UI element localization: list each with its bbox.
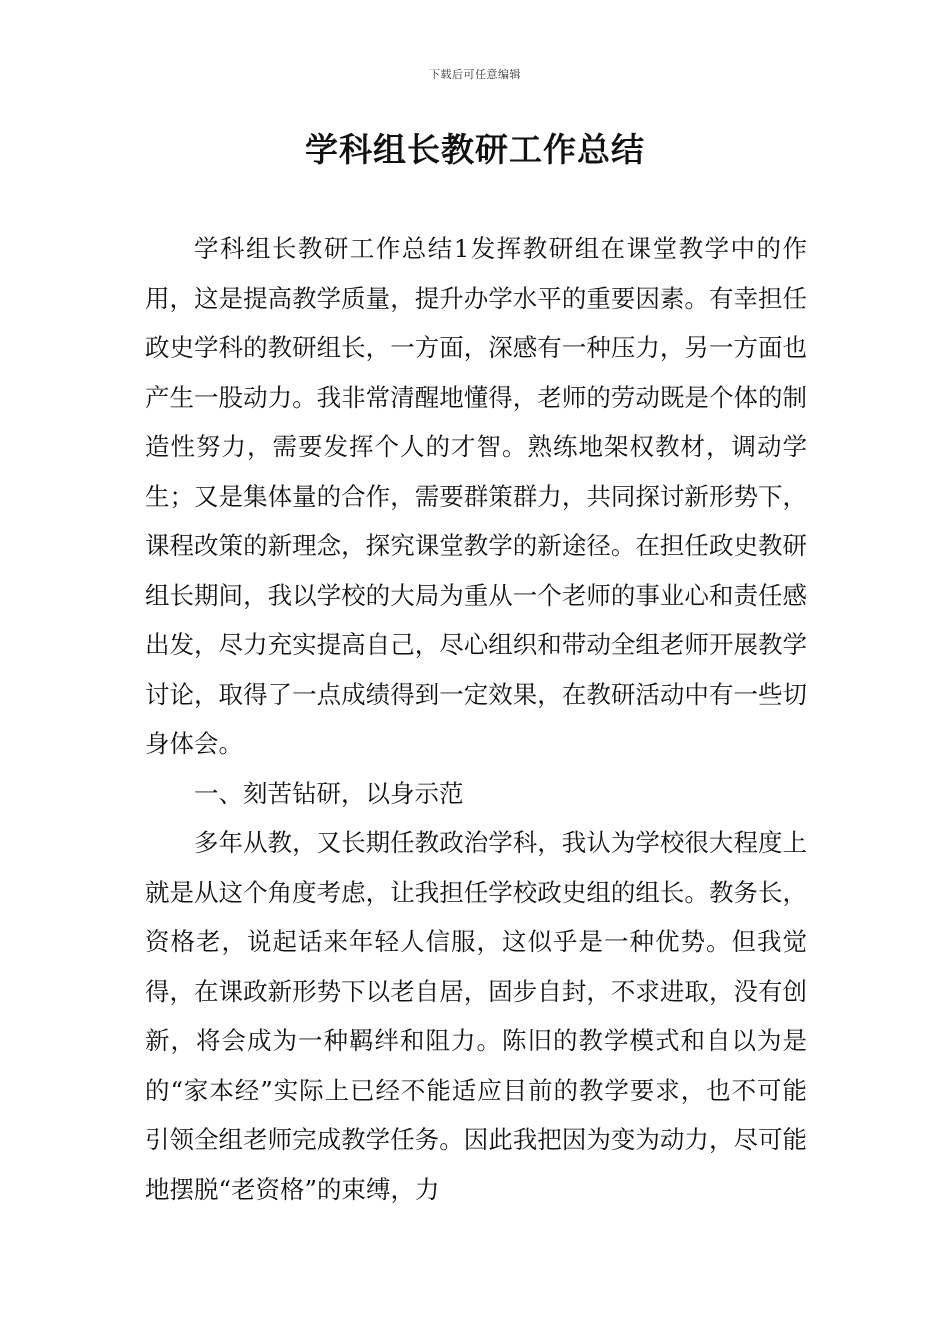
paragraph-intro: 学科组长教研工作总结1发挥教研组在课堂教学中的作用，这是提高教学质量，提升办学水平的重要因素。有幸担任政史学科的教研组长，一方面，深感有一种压力，另一方面也产生一股动力。我非常清醒地懂得，老师的劳动既是个体的制造性努力，需要发挥个人的才智。熟练地架权教材，调动学生；又是集体量的合作，需要群策群力，共同探讨新形势下，课程改策的新理念，探究课堂教学的新途径。在担任政史教研组长期间，我以学校的大局为重从一个老师的事业心和责任感出发，尽力充实提高自己，尽心组织和带动全组老师开展教学讨论，取得了一点成绩得到一定效果，在教研活动中有一些切身体会。 — [145, 234, 807, 758]
paragraph-section-1: 多年从教，又长期任教政治学科，我认为学校很大程度上就是从这个角度考虑，让我担任学校政史组的组长。教务长，资格老，说起话来年轻人信服，这似乎是一种优势。但我觉得，在课政新形势下以老自居，固步自封，不求进取，没有创新，将会成为一种羁绊和阻力。陈旧的教学模式和自以为是的“家本经”实际上已经不能适应目前的教学要求，也不可能引领全组老师完成教学任务。因此我把因为变为动力，尽可能地摆脱“老资格”的束缚，力 — [145, 828, 807, 1204]
document-body — [145, 224, 807, 1214]
section-heading-1: 一、刻苦钻研，以身示范 — [194, 778, 464, 808]
document-title: 学科组长教研工作总结 — [305, 130, 645, 169]
header-note: 下载后可任意编辑 — [429, 68, 521, 81]
